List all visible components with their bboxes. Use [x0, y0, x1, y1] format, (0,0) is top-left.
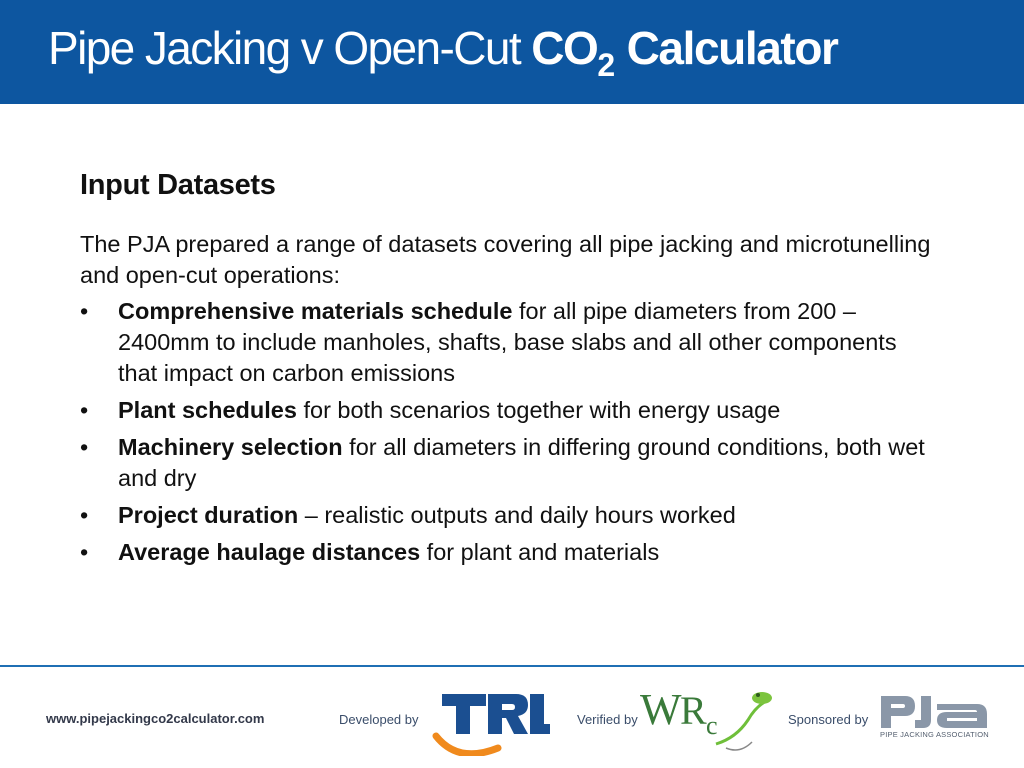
bullet-text: – realistic outputs and daily hours worked: [298, 502, 736, 528]
bullet-item: [80, 432, 940, 494]
bullet-item: [80, 296, 940, 389]
wrc-logo: [640, 682, 776, 760]
svg-text:c: c: [706, 711, 718, 740]
bullet-bold: Project duration: [118, 502, 299, 528]
bullet-dot: •: [80, 298, 89, 324]
footer-divider: [0, 665, 1024, 667]
intro-paragraph: The PJA prepared a range of datasets covering all pipe jacking and microtunelling and open-cut operations:: [80, 231, 931, 288]
title-co: CO: [531, 22, 598, 74]
verified-by-label: Verified by: [577, 712, 638, 727]
slide-body: [80, 229, 940, 574]
footer: [0, 668, 1024, 768]
bullet-item: [80, 395, 940, 426]
page-title: [48, 18, 838, 83]
title-banner: [0, 0, 1024, 104]
trl-logo: [428, 686, 550, 756]
sponsored-by-label: Sponsored by: [788, 712, 869, 727]
bullet-text: for all diameters in differing ground conditions, both wet and dry: [118, 434, 925, 491]
developed-by-label: Developed by: [339, 712, 419, 727]
svg-text:W: W: [640, 685, 682, 734]
pja-subtitle: PIPE JACKING ASSOCIATION: [880, 730, 989, 739]
website-link[interactable]: www.pipejackingco2calculator.com: [46, 711, 265, 726]
bullet-item: [80, 500, 940, 531]
bullet-bold: Average haulage distances: [118, 539, 421, 565]
bullet-dot: •: [80, 539, 89, 565]
bullet-bold: Comprehensive materials schedule: [118, 298, 513, 324]
title-end: Calculator: [615, 22, 838, 74]
bullet-dot: •: [80, 397, 89, 423]
bullet-text: for plant and materials: [420, 539, 660, 565]
bullet-dot: •: [80, 502, 89, 528]
bullet-dot: •: [80, 434, 89, 460]
bullet-text: for both scenarios together with energy usage: [296, 397, 781, 423]
bullet-bold: Machinery selection: [118, 434, 343, 460]
bullet-bold: Plant schedules: [118, 397, 297, 423]
title-main: Pipe Jacking v Open-Cut: [48, 22, 532, 74]
section-heading: Input Datasets: [80, 169, 276, 201]
svg-text:R: R: [680, 688, 707, 733]
title-subscript: 2: [597, 47, 616, 83]
bullet-list: [80, 296, 940, 568]
bullet-text: for all pipe diameters from 200 – 2400mm to include manholes, shafts, base slabs and all other components that impact on carbon emissions: [118, 298, 897, 386]
bullet-item: [80, 537, 940, 568]
